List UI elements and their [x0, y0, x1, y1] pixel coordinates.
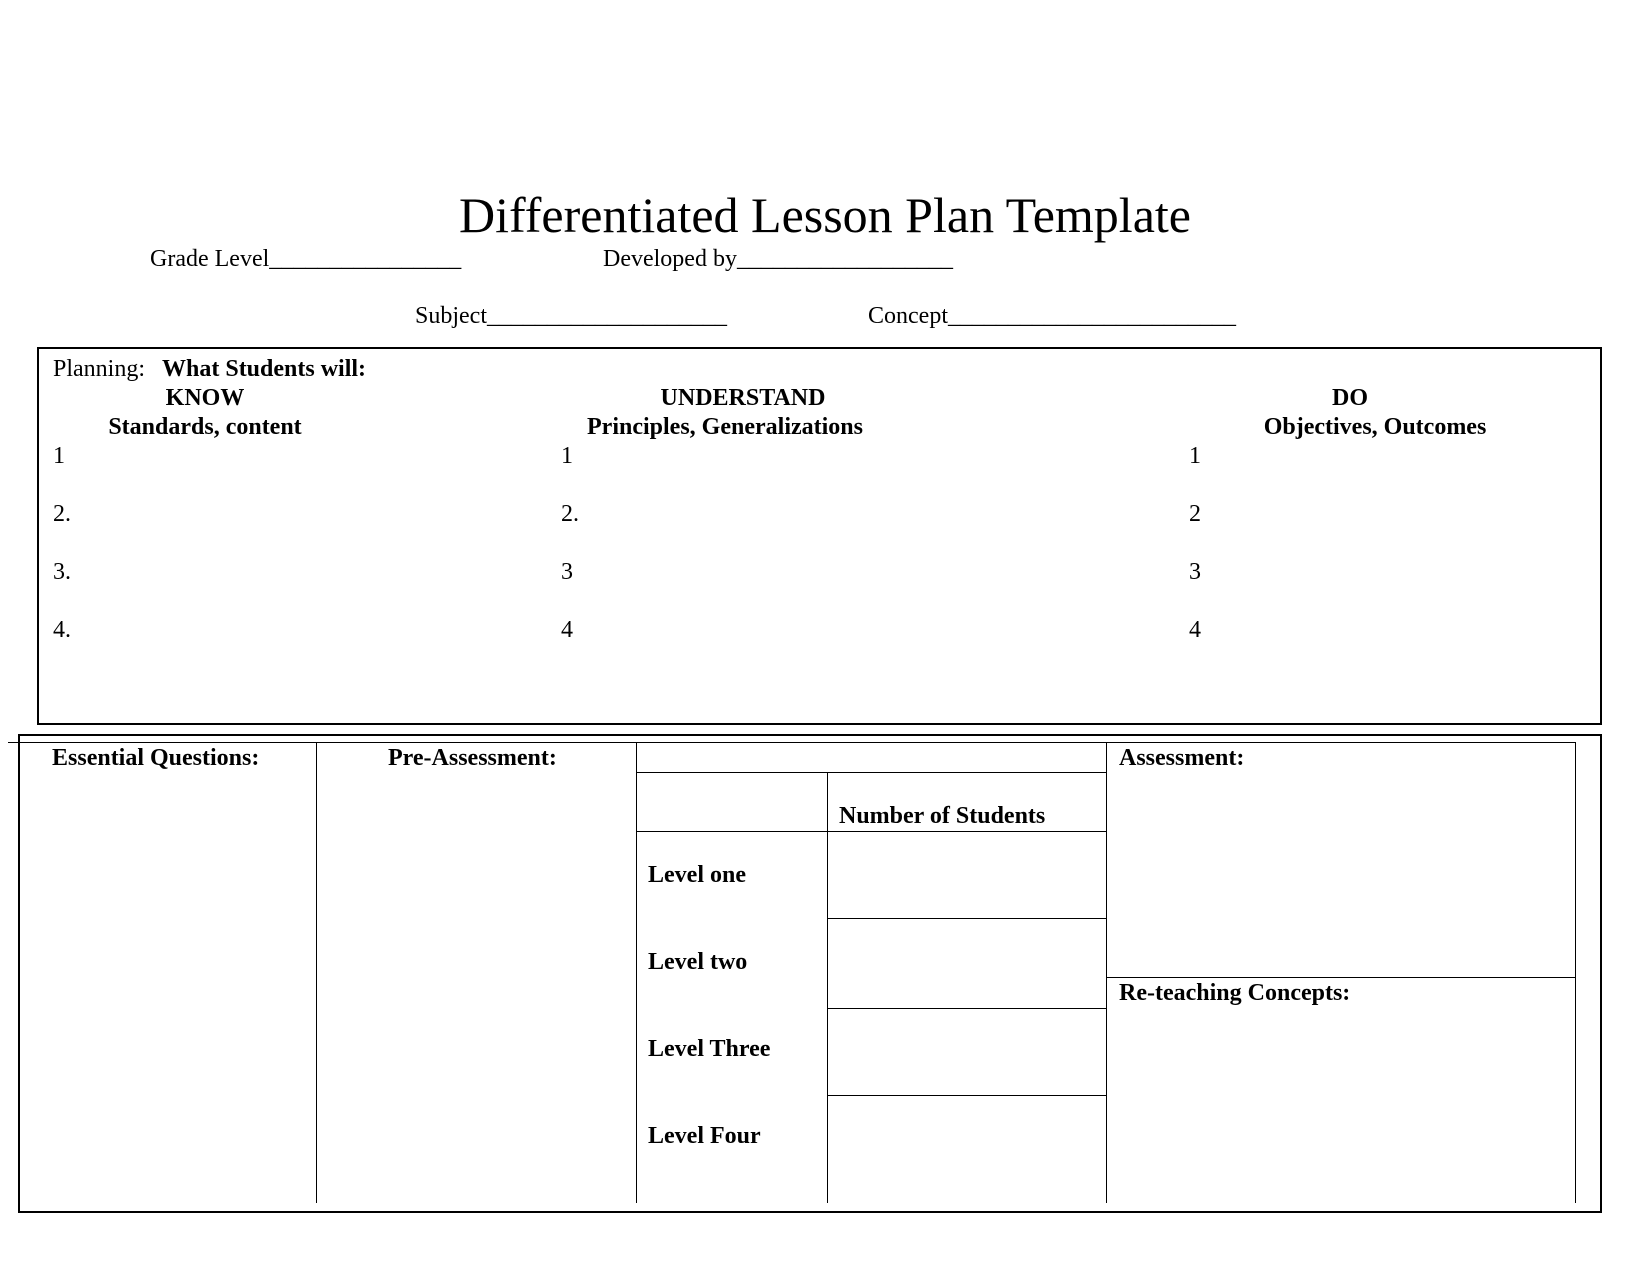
row-line	[827, 918, 1106, 919]
do-item: 3	[1189, 559, 1201, 585]
understand-item: 3	[561, 559, 573, 585]
know-item: 1	[53, 443, 65, 469]
level-three-label: Level Three	[648, 1036, 771, 1062]
row-line	[636, 772, 1106, 773]
col-divider	[827, 772, 828, 1203]
col-divider	[1106, 742, 1107, 1203]
concept-field[interactable]: Concept________________________	[868, 303, 1236, 329]
col-divider	[1575, 742, 1576, 1203]
understand-subtitle: Principles, Generalizations	[587, 414, 863, 440]
level-two-label: Level two	[648, 949, 748, 975]
number-of-students-label: Number of Students	[839, 803, 1046, 829]
do-title: DO	[1332, 385, 1368, 411]
assessment-divider	[1106, 977, 1575, 978]
row-line	[636, 831, 1106, 832]
reteaching-label: Re-teaching Concepts:	[1119, 980, 1351, 1006]
do-item: 4	[1189, 617, 1201, 643]
know-title: KNOW	[165, 385, 245, 411]
pre-assessment-label: Pre-Assessment:	[388, 745, 557, 771]
understand-title: UNDERSTAND	[660, 385, 826, 411]
grade-level-field[interactable]: Grade Level________________	[150, 246, 462, 272]
level-four-label: Level Four	[648, 1123, 761, 1149]
assessment-label: Assessment:	[1119, 745, 1245, 771]
lower-box	[18, 734, 1602, 1213]
subject-field[interactable]: Subject____________________	[415, 303, 727, 329]
know-item: 2.	[53, 501, 71, 527]
planning-heading: What Students will:	[162, 356, 367, 382]
do-item: 1	[1189, 443, 1201, 469]
table-top-line	[18, 742, 1575, 743]
page-title: Differentiated Lesson Plan Template	[459, 187, 1191, 243]
planning-label: Planning:	[53, 356, 146, 382]
know-item: 4.	[53, 617, 71, 643]
row-line	[827, 1095, 1106, 1096]
know-item: 3.	[53, 559, 71, 585]
do-item: 2	[1189, 501, 1201, 527]
level-one-label: Level one	[648, 862, 746, 888]
col-divider	[316, 742, 317, 1203]
do-subtitle: Objectives, Outcomes	[1263, 414, 1487, 440]
understand-item: 2.	[561, 501, 579, 527]
developed-by-field[interactable]: Developed by__________________	[603, 246, 953, 272]
understand-item: 4	[561, 617, 573, 643]
understand-item: 1	[561, 443, 573, 469]
col-divider	[636, 742, 637, 1203]
essential-questions-label: Essential Questions:	[52, 745, 260, 771]
row-line	[827, 1008, 1106, 1009]
know-subtitle: Standards, content	[108, 414, 302, 440]
